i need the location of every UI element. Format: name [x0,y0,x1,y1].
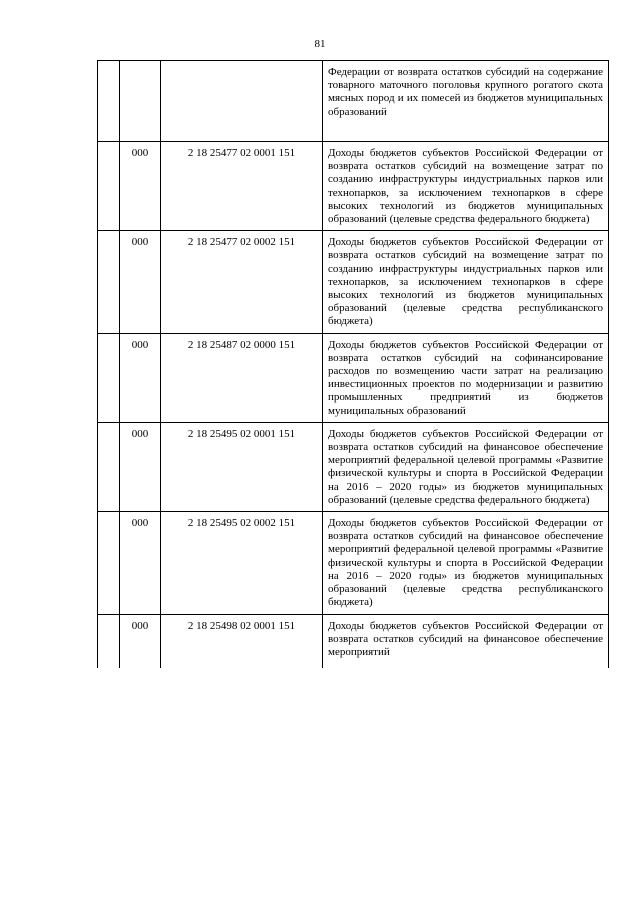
table-row [98,231,609,333]
empty-cell [98,512,120,614]
budget-code-cell: 2 18 25498 02 0001 151 [161,614,323,668]
empty-cell [98,142,120,231]
table-row [98,142,609,231]
table-row [98,512,609,614]
description-cell: Доходы бюджетов субъектов Российской Федерации от возврата остатков субсидий на возмещение затрат по созданию инфраструктуры индустриальных парков или технопарков, за исключением технопарков в сфере высоких технологий из бюджетов муниципальных образований (целевые средства федерального бюджета) [323,142,609,231]
table-row [98,422,609,511]
empty-cell [98,231,120,333]
table-row [98,333,609,422]
budget-code-cell: 2 18 25495 02 0001 151 [161,422,323,511]
description-cell: Доходы бюджетов субъектов Российской Федерации от возврата остатков субсидий на финансовое обеспечение мероприятий [323,614,609,668]
description-cell: Доходы бюджетов субъектов Российской Федерации от возврата остатков субсидий на финансовое обеспечение мероприятий федеральной целевой программы «Развитие физической культуры и спорта в Российской Федерации на 2016 – 2020 годы» из бюджетов муниципальных образований (целевые средства республиканского бюджета) [323,512,609,614]
admin-code-cell: 000 [120,422,161,511]
empty-cell [98,422,120,511]
admin-code-cell: 000 [120,614,161,668]
empty-cell [98,333,120,422]
admin-code-cell: 000 [120,231,161,333]
description-cell: Доходы бюджетов субъектов Российской Федерации от возврата остатков субсидий на финансовое обеспечение мероприятий федеральной целевой программы «Развитие физической культуры и спорта в Российской Федерации на 2016 – 2020 годы» из бюджетов муниципальных образований (целевые средства федерального бюджета) [323,422,609,511]
admin-code-cell: 000 [120,142,161,231]
table-row [98,61,609,142]
empty-cell [98,61,120,142]
budget-code-cell: 2 18 25487 02 0000 151 [161,333,323,422]
budget-code-cell: 2 18 25477 02 0002 151 [161,231,323,333]
budget-code-cell [161,61,323,142]
table-row [98,614,609,668]
description-cell: Федерации от возврата остатков субсидий на содержание товарного маточного поголовья крупного рогатого скота мясных пород и их помесей из бюджетов муниципальных образований [323,61,609,142]
description-cell: Доходы бюджетов субъектов Российской Федерации от возврата остатков субсидий на возмещение затрат по созданию инфраструктуры индустриальных парков или технопарков, за исключением технопарков в сфере высоких технологий из бюджетов муниципальных образований (целевые средства республиканского бюджета) [323,231,609,333]
budget-classification-table [97,60,609,668]
budget-code-cell: 2 18 25477 02 0001 151 [161,142,323,231]
description-cell: Доходы бюджетов субъектов Российской Федерации от возврата остатков субсидий на софинансирование расходов по возмещению части затрат на реализацию инвестиционных проектов по модернизации и развитию промышленных предприятий из бюджетов муниципальных образований [323,333,609,422]
budget-code-cell: 2 18 25495 02 0002 151 [161,512,323,614]
admin-code-cell: 000 [120,512,161,614]
empty-cell [98,614,120,668]
admin-code-cell: 000 [120,333,161,422]
page-number: 81 [314,38,326,50]
admin-code-cell [120,61,161,142]
